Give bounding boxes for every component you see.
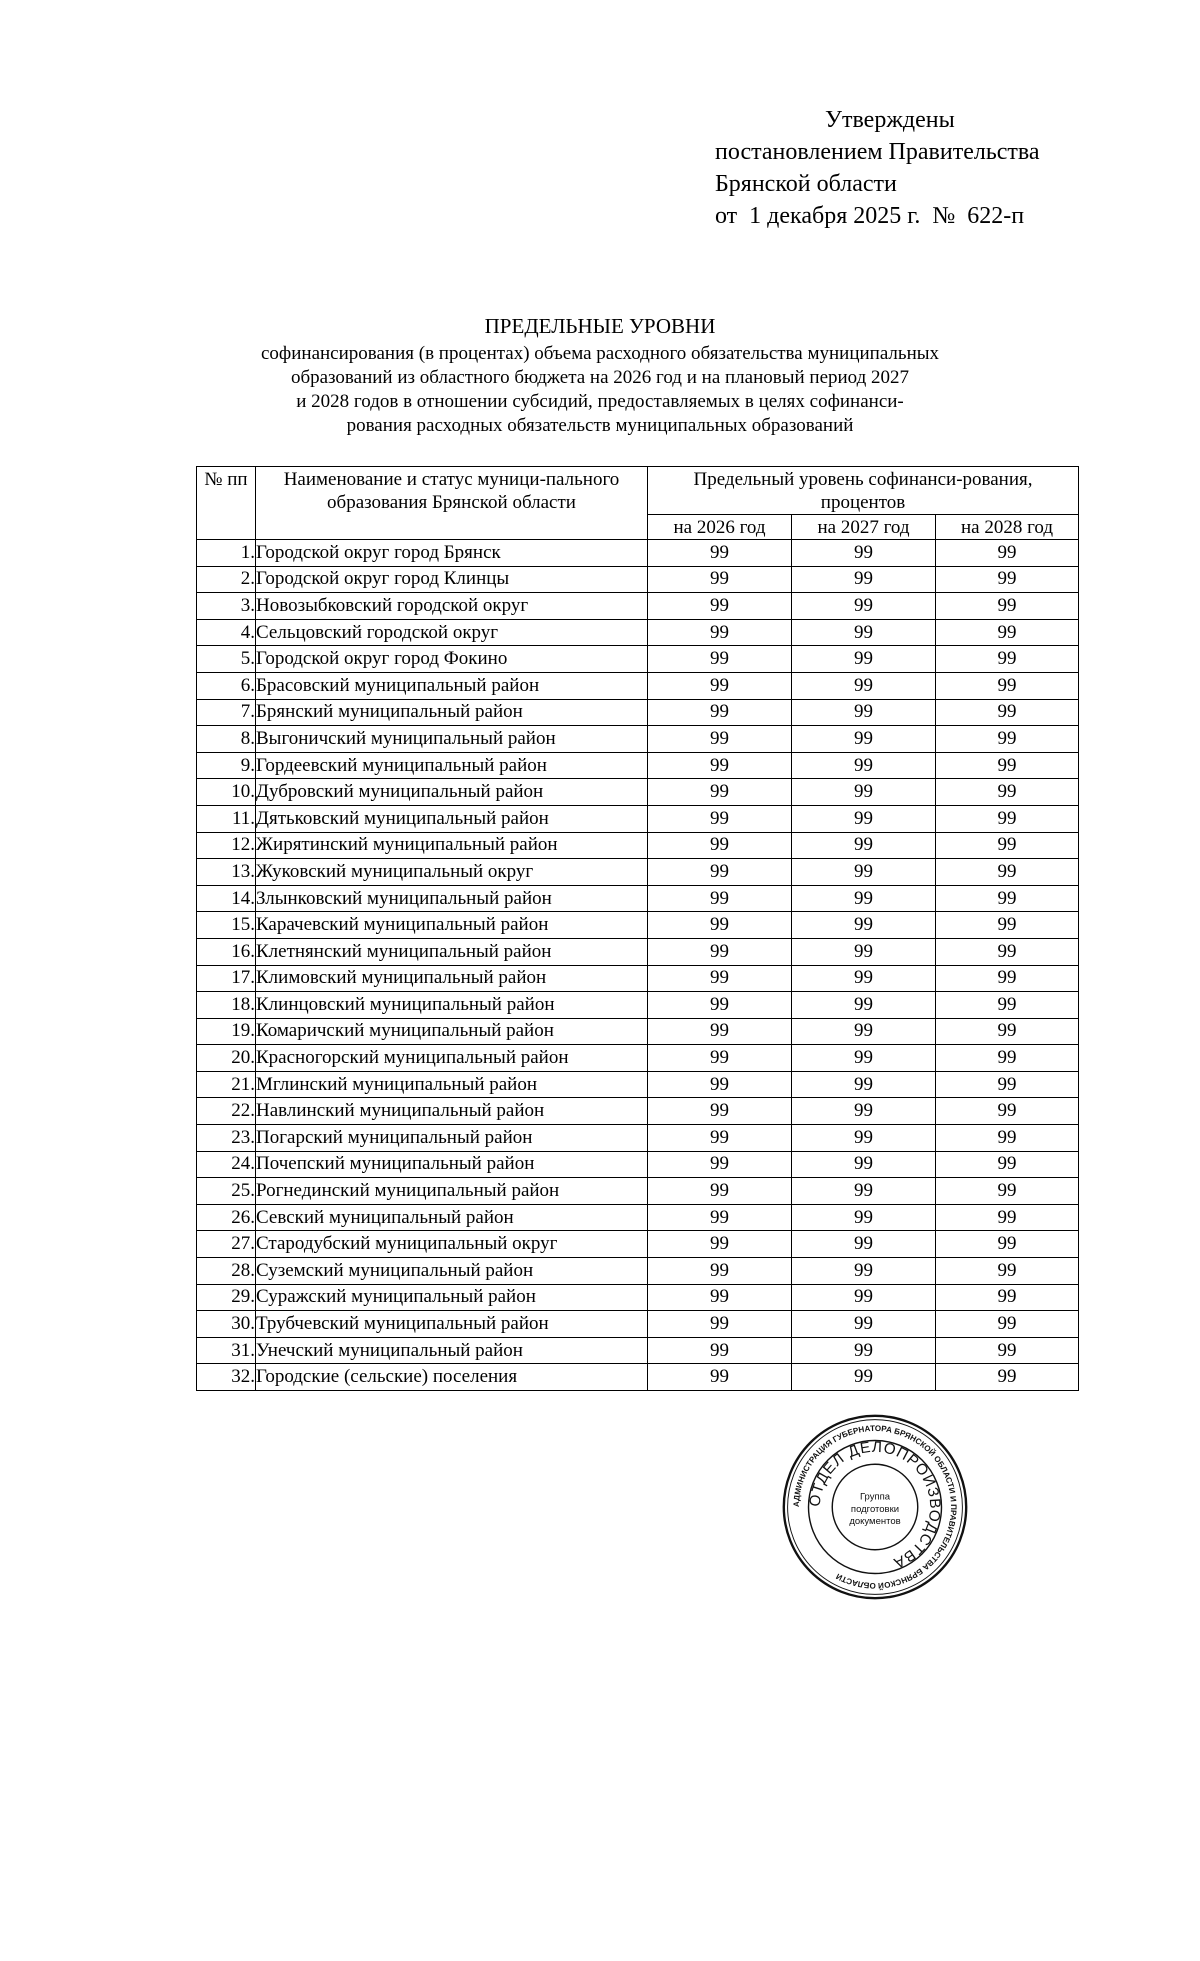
value-2026: 99	[648, 912, 792, 939]
row-number: 3.	[197, 593, 256, 620]
municipality-name: Суражский муниципальный район	[256, 1284, 648, 1311]
header-year-2026: на 2026 год	[648, 515, 792, 540]
value-2027: 99	[792, 885, 936, 912]
value-2027: 99	[792, 1178, 936, 1205]
table-row	[197, 752, 1079, 779]
row-number: 17.	[197, 965, 256, 992]
municipality-name: Дятьковский муниципальный район	[256, 805, 648, 832]
row-number: 16.	[197, 938, 256, 965]
municipality-name: Красногорский муниципальный район	[256, 1045, 648, 1072]
value-2026: 99	[648, 726, 792, 753]
value-2028: 99	[936, 619, 1079, 646]
value-2026: 99	[648, 1125, 792, 1152]
value-2027: 99	[792, 805, 936, 832]
title-line: рования расходных обязательств муниципальных образований	[346, 415, 854, 436]
value-2027: 99	[792, 619, 936, 646]
row-number: 9.	[197, 752, 256, 779]
stamp-center-line: Группа	[859, 1491, 891, 1503]
table-row	[197, 566, 1079, 593]
table-row	[197, 1125, 1079, 1152]
municipality-name: Навлинский муниципальный район	[256, 1098, 648, 1125]
row-number: 14.	[197, 885, 256, 912]
row-number: 28.	[197, 1258, 256, 1285]
value-2028: 99	[936, 1204, 1079, 1231]
value-2027: 99	[792, 1231, 936, 1258]
value-2026: 99	[648, 885, 792, 912]
table-row	[197, 1071, 1079, 1098]
row-number: 5.	[197, 646, 256, 673]
row-number: 18.	[197, 992, 256, 1019]
value-2028: 99	[936, 1178, 1079, 1205]
row-number: 8.	[197, 726, 256, 753]
municipality-name: Городские (сельские) поселения	[256, 1364, 648, 1391]
value-2028: 99	[936, 672, 1079, 699]
value-2028: 99	[936, 912, 1079, 939]
value-2028: 99	[936, 885, 1079, 912]
approval-line-1: Утверждены	[825, 107, 955, 133]
title-line: софинансирования (в процентах) объема расходного обязательства муниципальных	[260, 343, 940, 364]
value-2027: 99	[792, 1098, 936, 1125]
value-2027: 99	[792, 672, 936, 699]
value-2027: 99	[792, 992, 936, 1019]
value-2027: 99	[792, 1364, 936, 1391]
municipality-name: Суземский муниципальный район	[256, 1258, 648, 1285]
value-2026: 99	[648, 992, 792, 1019]
value-2028: 99	[936, 1045, 1079, 1072]
municipality-name: Стародубский муниципальный округ	[256, 1231, 648, 1258]
row-number: 13.	[197, 859, 256, 886]
row-number: 22.	[197, 1098, 256, 1125]
value-2026: 99	[648, 1098, 792, 1125]
header-cofinancing-level: Предельный уровень софинанси-рования, процентов	[648, 467, 1079, 515]
value-2028: 99	[936, 1311, 1079, 1338]
title-heading: ПРЕДЕЛЬНЫЕ УРОВНИ	[484, 314, 716, 338]
value-2028: 99	[936, 726, 1079, 753]
value-2026: 99	[648, 672, 792, 699]
value-2026: 99	[648, 752, 792, 779]
value-2027: 99	[792, 1071, 936, 1098]
value-2026: 99	[648, 1178, 792, 1205]
value-2026: 99	[648, 1364, 792, 1391]
value-2026: 99	[648, 1258, 792, 1285]
row-number: 27.	[197, 1231, 256, 1258]
value-2028: 99	[936, 1018, 1079, 1045]
approval-date-number: от 1 декабря 2025 г. № 622-п	[715, 203, 1025, 229]
row-number: 29.	[197, 1284, 256, 1311]
municipality-name: Рогнединский муниципальный район	[256, 1178, 648, 1205]
header-year-2028: на 2028 год	[936, 515, 1079, 540]
value-2026: 99	[648, 566, 792, 593]
table-row	[197, 1018, 1079, 1045]
row-number: 6.	[197, 672, 256, 699]
value-2026: 99	[648, 779, 792, 806]
value-2027: 99	[792, 646, 936, 673]
table-row	[197, 619, 1079, 646]
official-stamp	[780, 1412, 970, 1602]
municipality-name: Новозыбковский городской округ	[256, 593, 648, 620]
table-row	[197, 672, 1079, 699]
municipality-name: Климовский муниципальный район	[256, 965, 648, 992]
value-2027: 99	[792, 1204, 936, 1231]
header-number: № пп	[197, 467, 256, 540]
municipality-name: Городской округ город Фокино	[256, 646, 648, 673]
row-number: 24.	[197, 1151, 256, 1178]
value-2027: 99	[792, 1337, 936, 1364]
value-2028: 99	[936, 1364, 1079, 1391]
value-2027: 99	[792, 859, 936, 886]
table-row	[197, 726, 1079, 753]
value-2027: 99	[792, 1125, 936, 1152]
municipality-name: Почепский муниципальный район	[256, 1151, 648, 1178]
stamp-center-line: документов	[849, 1516, 901, 1528]
value-2027: 99	[792, 1151, 936, 1178]
value-2028: 99	[936, 1258, 1079, 1285]
table-row	[197, 1337, 1079, 1364]
value-2026: 99	[648, 1071, 792, 1098]
value-2028: 99	[936, 859, 1079, 886]
row-number: 7.	[197, 699, 256, 726]
value-2026: 99	[648, 646, 792, 673]
value-2026: 99	[648, 965, 792, 992]
value-2026: 99	[648, 1151, 792, 1178]
municipality-name: Трубчевский муниципальный район	[256, 1311, 648, 1338]
table-body	[197, 540, 1079, 1391]
table-row	[197, 885, 1079, 912]
table-row	[197, 832, 1079, 859]
table-row	[197, 699, 1079, 726]
row-number: 4.	[197, 619, 256, 646]
title-line: образований из областного бюджета на 2026 год и на плановый период 2027	[290, 367, 910, 388]
approval-line-3: Брянской области	[715, 171, 897, 197]
value-2027: 99	[792, 1258, 936, 1285]
value-2026: 99	[648, 699, 792, 726]
value-2028: 99	[936, 1151, 1079, 1178]
municipality-name: Комаричский муниципальный район	[256, 1018, 648, 1045]
table-row	[197, 1098, 1079, 1125]
header-year-2027: на 2027 год	[792, 515, 936, 540]
municipality-name: Гордеевский муниципальный район	[256, 752, 648, 779]
stamp-ring-text: ОТДЕЛ ДЕЛОПРОИЗВОДСТВА	[806, 1438, 944, 1572]
municipality-name: Севский муниципальный район	[256, 1204, 648, 1231]
value-2027: 99	[792, 593, 936, 620]
row-number: 2.	[197, 566, 256, 593]
cofinancing-table	[196, 466, 1079, 1391]
municipality-name: Злынковский муниципальный район	[256, 885, 648, 912]
value-2026: 99	[648, 1231, 792, 1258]
row-number: 32.	[197, 1364, 256, 1391]
table-row	[197, 992, 1079, 1019]
municipality-name: Карачевский муниципальный район	[256, 912, 648, 939]
table-row	[197, 1311, 1079, 1338]
value-2026: 99	[648, 859, 792, 886]
table-row	[197, 540, 1079, 567]
value-2026: 99	[648, 540, 792, 567]
value-2028: 99	[936, 1231, 1079, 1258]
value-2028: 99	[936, 965, 1079, 992]
value-2028: 99	[936, 938, 1079, 965]
title-line: и 2028 годов в отношении субсидий, предоставляемых в целях софинанси-	[296, 391, 904, 412]
municipality-name: Дубровский муниципальный район	[256, 779, 648, 806]
row-number: 26.	[197, 1204, 256, 1231]
municipality-name: Клетнянский муниципальный район	[256, 938, 648, 965]
municipality-name: Жирятинский муниципальный район	[256, 832, 648, 859]
value-2028: 99	[936, 805, 1079, 832]
row-number: 20.	[197, 1045, 256, 1072]
value-2027: 99	[792, 1018, 936, 1045]
table-row	[197, 805, 1079, 832]
table-row	[197, 779, 1079, 806]
value-2028: 99	[936, 699, 1079, 726]
municipality-name: Брасовский муниципальный район	[256, 672, 648, 699]
value-2028: 99	[936, 593, 1079, 620]
value-2028: 99	[936, 779, 1079, 806]
value-2027: 99	[792, 1045, 936, 1072]
value-2026: 99	[648, 1045, 792, 1072]
table-row	[197, 1258, 1079, 1285]
row-number: 15.	[197, 912, 256, 939]
value-2026: 99	[648, 1018, 792, 1045]
value-2028: 99	[936, 646, 1079, 673]
municipality-name: Унечский муниципальный район	[256, 1337, 648, 1364]
value-2028: 99	[936, 566, 1079, 593]
value-2027: 99	[792, 699, 936, 726]
value-2028: 99	[936, 752, 1079, 779]
row-number: 1.	[197, 540, 256, 567]
value-2027: 99	[792, 540, 936, 567]
value-2027: 99	[792, 566, 936, 593]
table-row	[197, 938, 1079, 965]
table-row	[197, 1284, 1079, 1311]
municipality-name: Городской округ город Брянск	[256, 540, 648, 567]
municipality-name: Выгоничский муниципальный район	[256, 726, 648, 753]
value-2028: 99	[936, 540, 1079, 567]
table-row	[197, 646, 1079, 673]
row-number: 10.	[197, 779, 256, 806]
row-number: 31.	[197, 1337, 256, 1364]
value-2027: 99	[792, 752, 936, 779]
value-2026: 99	[648, 1204, 792, 1231]
value-2027: 99	[792, 832, 936, 859]
value-2028: 99	[936, 1098, 1079, 1125]
value-2028: 99	[936, 832, 1079, 859]
value-2026: 99	[648, 593, 792, 620]
value-2028: 99	[936, 1071, 1079, 1098]
value-2027: 99	[792, 1284, 936, 1311]
value-2027: 99	[792, 726, 936, 753]
approval-block	[715, 104, 1040, 232]
table-row	[197, 965, 1079, 992]
municipality-name: Мглинский муниципальный район	[256, 1071, 648, 1098]
row-number: 12.	[197, 832, 256, 859]
municipality-name: Жуковский муниципальный округ	[256, 859, 648, 886]
table-row	[197, 859, 1079, 886]
value-2028: 99	[936, 992, 1079, 1019]
table-row	[197, 1045, 1079, 1072]
value-2026: 99	[648, 805, 792, 832]
table-row	[197, 912, 1079, 939]
table-row	[197, 593, 1079, 620]
stamp-center-line: подготовки	[850, 1503, 900, 1515]
table-row	[197, 1178, 1079, 1205]
value-2026: 99	[648, 938, 792, 965]
value-2028: 99	[936, 1337, 1079, 1364]
value-2027: 99	[792, 965, 936, 992]
value-2028: 99	[936, 1125, 1079, 1152]
table-row	[197, 1204, 1079, 1231]
table-row	[197, 1364, 1079, 1391]
row-number: 23.	[197, 1125, 256, 1152]
value-2028: 99	[936, 1284, 1079, 1311]
row-number: 30.	[197, 1311, 256, 1338]
table-row	[197, 1231, 1079, 1258]
municipality-name: Сельцовский городской округ	[256, 619, 648, 646]
row-number: 25.	[197, 1178, 256, 1205]
value-2026: 99	[648, 619, 792, 646]
municipality-name: Клинцовский муниципальный район	[256, 992, 648, 1019]
value-2026: 99	[648, 1311, 792, 1338]
value-2027: 99	[792, 779, 936, 806]
municipality-name: Погарский муниципальный район	[256, 1125, 648, 1152]
row-number: 21.	[197, 1071, 256, 1098]
value-2027: 99	[792, 1311, 936, 1338]
row-number: 19.	[197, 1018, 256, 1045]
value-2026: 99	[648, 832, 792, 859]
value-2027: 99	[792, 938, 936, 965]
value-2027: 99	[792, 912, 936, 939]
municipality-name: Городской округ город Клинцы	[256, 566, 648, 593]
approval-line-2: постановлением Правительства	[715, 139, 1040, 165]
value-2026: 99	[648, 1337, 792, 1364]
value-2026: 99	[648, 1284, 792, 1311]
municipality-name: Брянский муниципальный район	[256, 699, 648, 726]
document-title	[200, 312, 1000, 438]
header-name: Наименование и статус муници-пального образования Брянской области	[256, 467, 648, 540]
row-number: 11.	[197, 805, 256, 832]
table-row	[197, 1151, 1079, 1178]
stamp-outer-text: АДМИНИСТРАЦИЯ ГУБЕРНАТОРА БРЯНСКОЙ ОБЛАСТИ И ПРАВИТЕЛЬСТВА БРЯНСКОЙ ОБЛАСТИ	[791, 1423, 959, 1591]
